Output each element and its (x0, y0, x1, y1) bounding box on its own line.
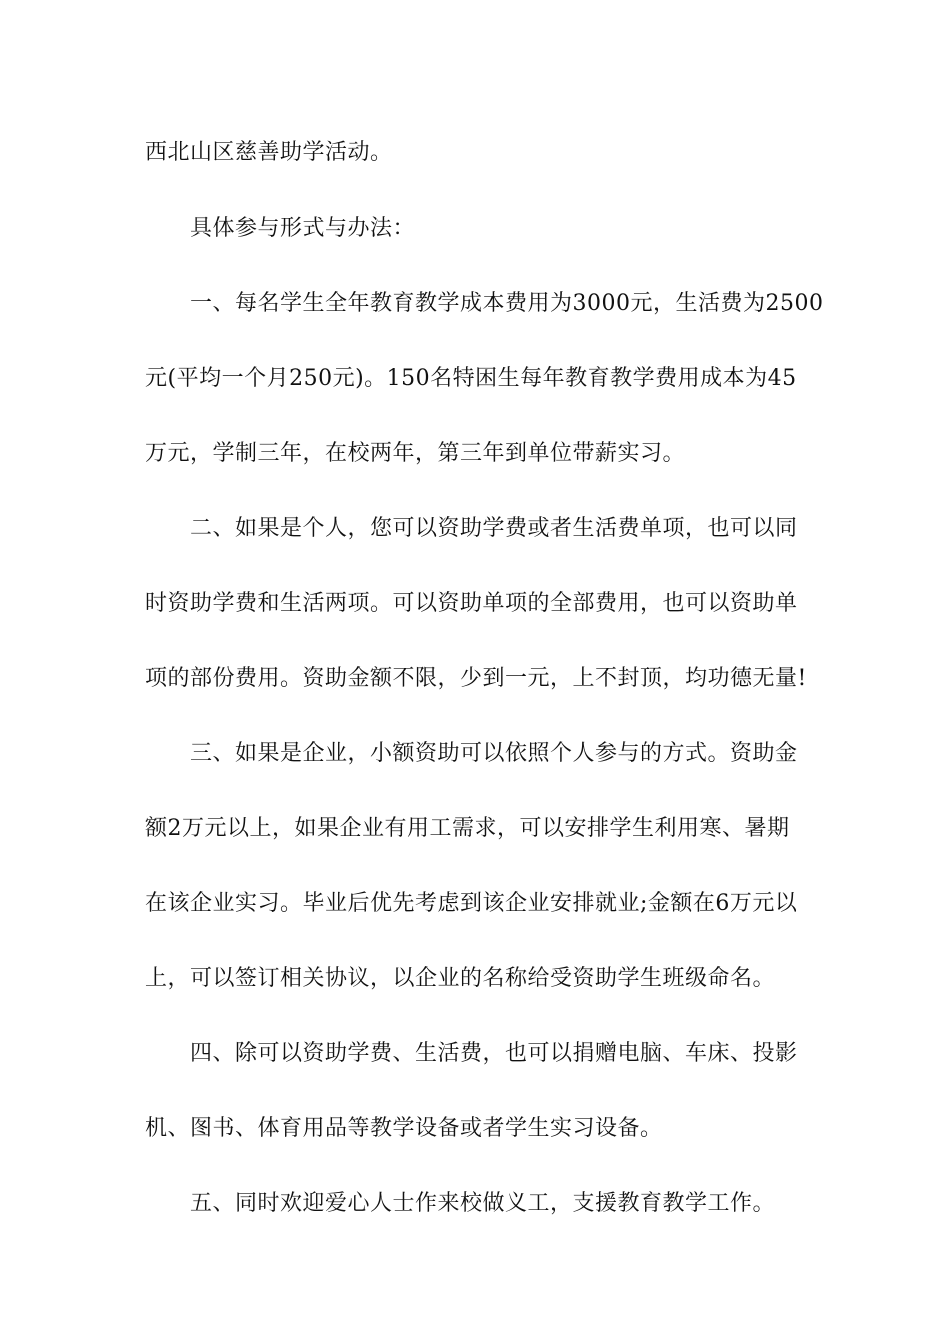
paragraph-line: 一、每名学生全年教育教学成本费用为3000元，生活费为2500 (190, 291, 824, 316)
paragraph-line: 万元，学制三年，在校两年，第三年到单位带薪实习。 (145, 441, 686, 466)
paragraph-line: 三、如果是企业，小额资助可以依照个人参与的方式。资助金 (190, 741, 798, 766)
paragraph-line: 机、图书、体育用品等教学设备或者学生实习设备。 (145, 1116, 663, 1141)
paragraph-line: 额2万元以上，如果企业有用工需求，可以安排学生利用寒、暑期 (145, 816, 790, 841)
paragraph-line: 时资助学费和生活两项。可以资助单项的全部费用，也可以资助单 (145, 591, 798, 616)
paragraph-line: 四、除可以资助学费、生活费，也可以捐赠电脑、车床、投影 (190, 1041, 798, 1066)
paragraph-line: 元(平均一个月250元)。150名特困生每年教育教学费用成本为45 (145, 366, 797, 391)
paragraph-line: 项的部份费用。资助金额不限，少到一元，上不封顶，均功德无量! (145, 666, 807, 691)
paragraph-line: 在该企业实习。毕业后优先考虑到该企业安排就业;金额在6万元以 (145, 891, 798, 916)
paragraph-line: 西北山区慈善助学活动。 (145, 140, 393, 165)
paragraph-line: 二、如果是个人，您可以资助学费或者生活费单项，也可以同 (190, 516, 798, 541)
paragraph-line: 上，可以签订相关协议，以企业的名称给受资助学生班级命名。 (145, 966, 776, 991)
paragraph-line: 五、同时欢迎爱心人士作来校做义工，支援教育教学工作。 (190, 1191, 776, 1216)
section-heading: 具体参与形式与办法： (190, 216, 416, 241)
